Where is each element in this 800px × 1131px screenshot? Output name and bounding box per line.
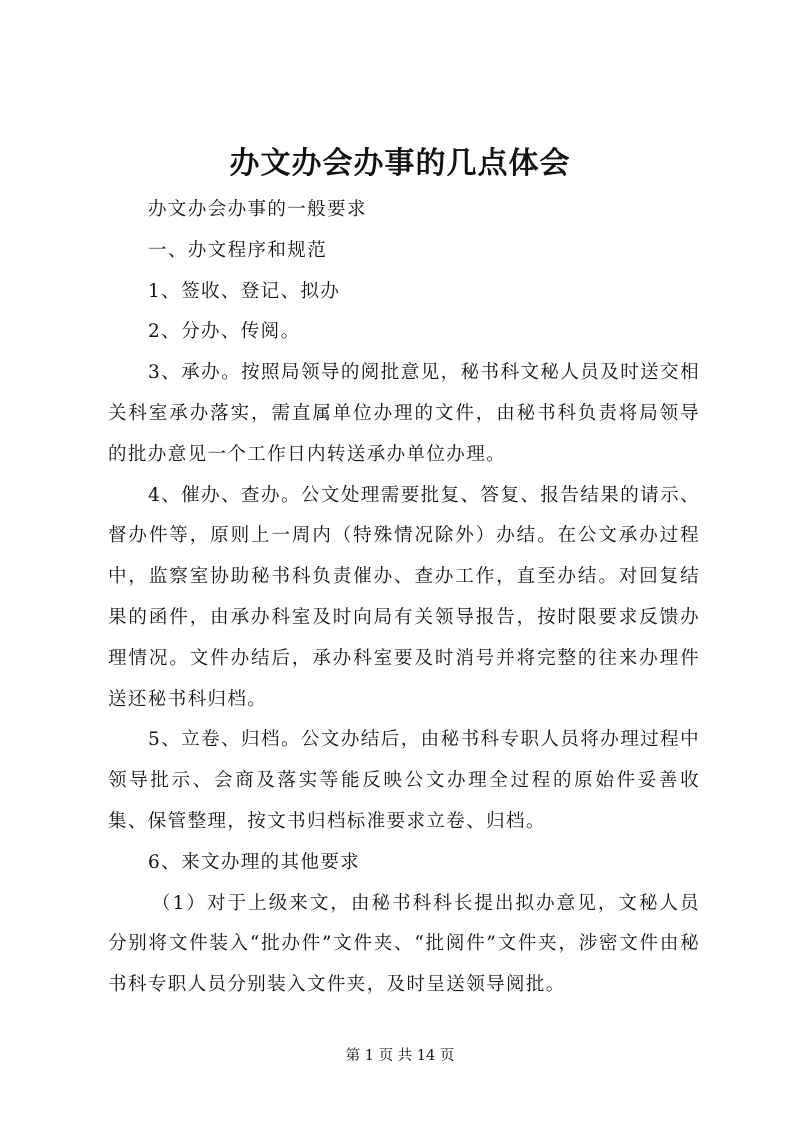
document-title: 办文办会办事的几点体会 [229,146,571,181]
paragraph-item-4: 4、催办、查办。公文处理需要批复、答复、报告结果的请示、督办件等，原则上一周内（特殊情况除外）办结。在公文承办过程中，监察室协助秘书科负责催办、查办工作，直至办结。对回复结果的函件，由承办科室及时向局有关领导报告，按时限要求反馈办理情况。文件办结后，承办科室要及时消号并将完整的往来办理件送还秘书科归档。 [108,484,700,710]
paragraph-section-heading: 一、办文程序和规范 [148,239,328,261]
document-body [108,190,700,1006]
page-footer: 第 1 页 共 14 页 [345,1048,455,1064]
paragraph-general-requirements: 办文办会办事的一般要求 [148,199,367,220]
paragraph-item-6: 6、来文办理的其他要求 [148,851,361,873]
paragraph-item-1: 1、签收、登记、拟办 [148,280,341,302]
paragraph-item-5: 5、立卷、归档。公文办结后，由秘书科专职人员将办理过程中领导批示、会商及落实等能反映公文办理全过程的原始件妥善收集、保管整理，按文书归档标准要求立卷、归档。 [108,729,700,832]
paragraph-item-6-1: （1）对于上级来文，由秘书科科长提出拟办意见，文秘人员分别将文件装入“批办件”文件夹、“批阅件”文件夹，涉密文件由秘书科专职人员分别装入文件夹，及时呈送领导阅批。 [108,892,700,996]
paragraph-item-2: 2、分办、传阅。 [148,321,301,343]
paragraph-item-3: 3、承办。按照局领导的阅批意见，秘书科文秘人员及时送交相关科室承办落实，需直属单位办理的文件，由秘书科负责将局领导的批办意见一个工作日内转送承办单位办理。 [108,362,700,465]
